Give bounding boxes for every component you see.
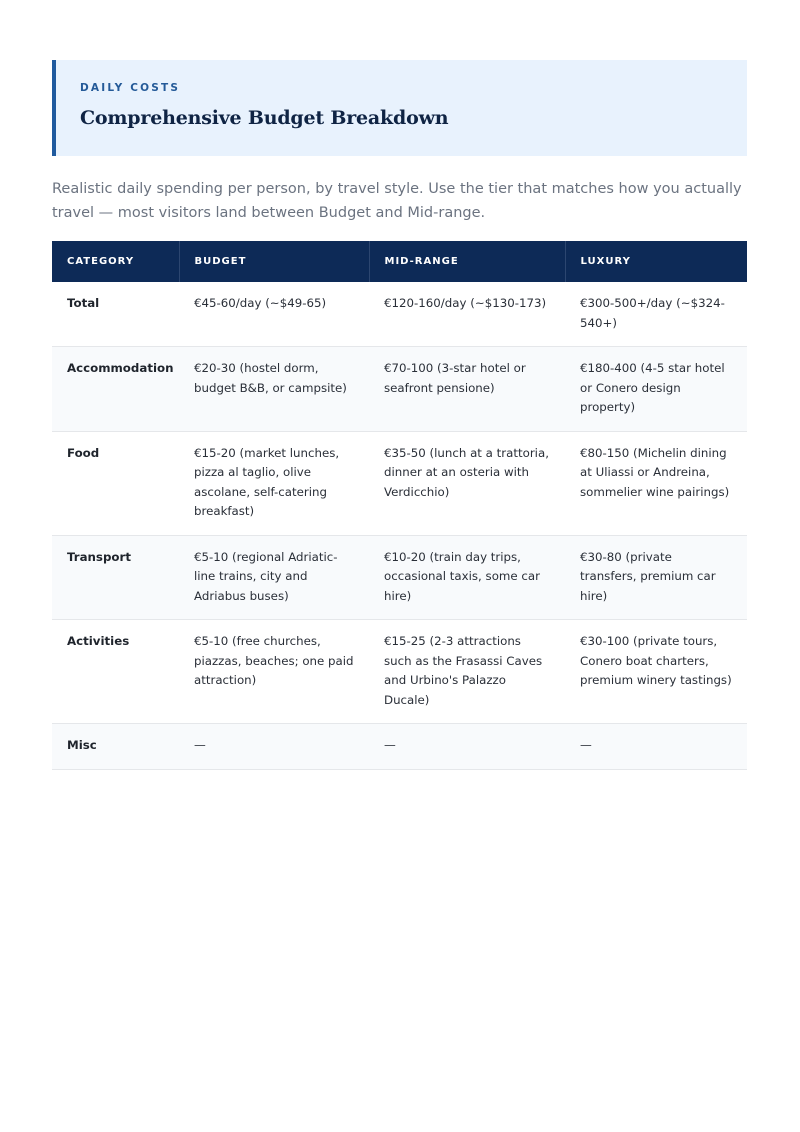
cell-luxury: €300-500+/day (~$324-540+) — [565, 282, 747, 347]
table-row — [52, 620, 747, 724]
intro-paragraph: Realistic daily spending per person, by travel style. Use the tier that matches how you actually travel — most visitors land between Budget and Mid-range. — [52, 181, 742, 221]
cell-luxury: €30-100 (private tours, Conero boat charters, premium winery tastings) — [565, 620, 747, 724]
row-category: Activities — [52, 620, 179, 724]
table-row — [52, 535, 747, 620]
cell-budget: €5-10 (regional Adriatic-line trains, city and Adriabus buses) — [179, 535, 369, 620]
table-row — [52, 347, 747, 432]
cell-midrange: — — [369, 724, 565, 770]
cell-midrange: €10-20 (train day trips, occasional taxis, some car hire) — [369, 535, 565, 620]
cell-midrange: €15-25 (2-3 attractions such as the Frasassi Caves and Urbino's Palazzo Ducale) — [369, 620, 565, 724]
cell-luxury: €30-80 (private transfers, premium car hire) — [565, 535, 747, 620]
cell-midrange: €120-160/day (~$130-173) — [369, 282, 565, 347]
section-title: Comprehensive Budget Breakdown — [80, 107, 449, 129]
cell-luxury: — — [565, 724, 747, 770]
table-row — [52, 431, 747, 535]
cell-midrange: €35-50 (lunch at a trattoria, dinner at an osteria with Verdicchio) — [369, 431, 565, 535]
cell-luxury: €180-400 (4-5 star hotel or Conero design property) — [565, 347, 747, 432]
cell-midrange: €70-100 (3-star hotel or seafront pensione) — [369, 347, 565, 432]
column-header-category: CATEGORY — [52, 241, 179, 282]
row-category: Misc — [52, 724, 179, 770]
column-header-luxury: LUXURY — [565, 241, 747, 282]
section-eyebrow: DAILY COSTS — [80, 82, 181, 94]
table-row — [52, 724, 747, 770]
budget-table — [52, 241, 747, 770]
table-row — [52, 282, 747, 347]
section-header — [52, 60, 747, 156]
column-header-budget: BUDGET — [179, 241, 369, 282]
cell-budget: €45-60/day (~$49-65) — [179, 282, 369, 347]
cell-budget: €15-20 (market lunches, pizza al taglio, olive ascolane, self-catering breakfast) — [179, 431, 369, 535]
table-header-row — [52, 241, 747, 282]
cell-budget: €5-10 (free churches, piazzas, beaches; one paid attraction) — [179, 620, 369, 724]
row-category: Total — [52, 282, 179, 347]
row-category: Food — [52, 431, 179, 535]
column-header-midrange: MID-RANGE — [369, 241, 565, 282]
cell-budget: — — [179, 724, 369, 770]
cell-budget: €20-30 (hostel dorm, budget B&B, or campsite) — [179, 347, 369, 432]
row-category: Transport — [52, 535, 179, 620]
row-category: Accommodation — [52, 347, 179, 432]
budget-section — [52, 60, 747, 770]
cell-luxury: €80-150 (Michelin dining at Uliassi or Andreina, sommelier wine pairings) — [565, 431, 747, 535]
